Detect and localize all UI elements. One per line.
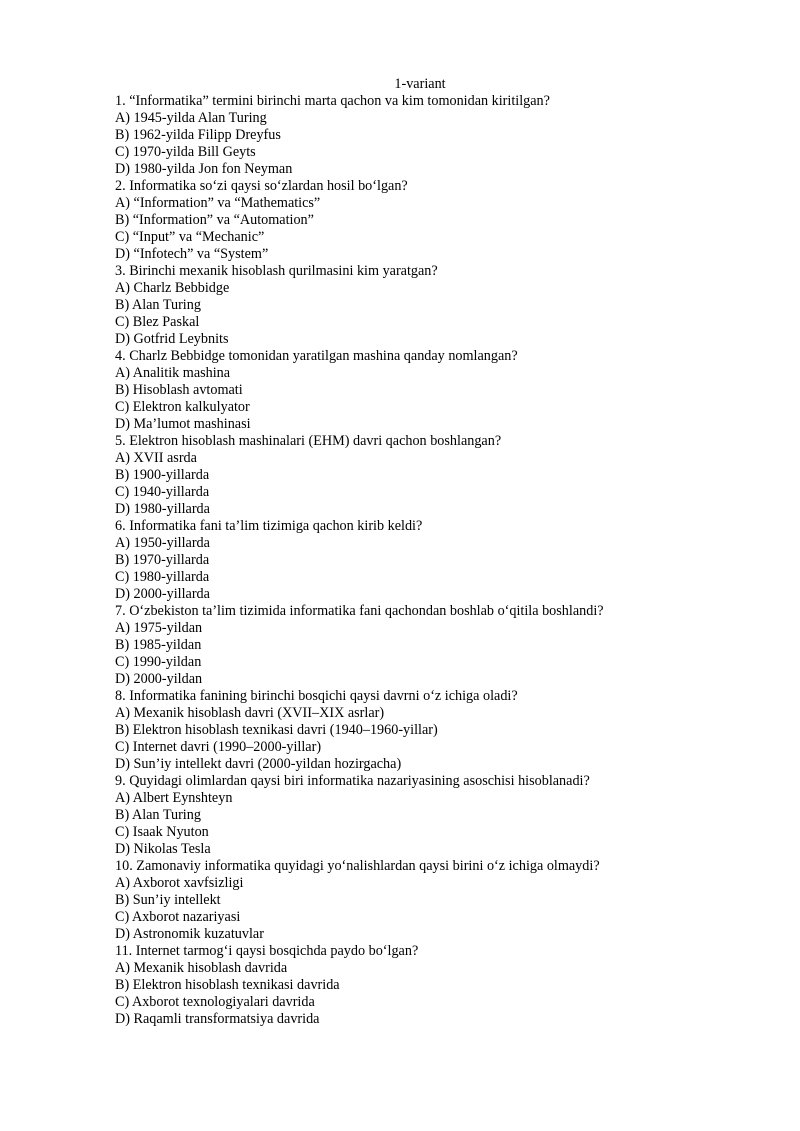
answer-option: B) Sun’iy intellekt [115,892,221,908]
answer-option: B) Alan Turing [115,807,201,823]
answer-option: B) “Information” va “Automation” [115,212,314,228]
question-block [115,263,725,348]
question-block [115,943,725,1028]
question-block [115,518,725,603]
answer-option: D) 1980-yilda Jon fon Neyman [115,161,293,177]
answer-option: A) 1975-yildan [115,620,203,636]
answer-option: A) “Information” va “Mathematics” [115,195,321,211]
answer-option: A) 1950-yillarda [115,535,210,551]
answer-option: D) Sun’iy intellekt davri (2000-yildan hozirgacha) [115,756,402,772]
answer-option: D) Nikolas Tesla [115,841,211,857]
answer-option: C) Elektron kalkulyator [115,399,250,415]
question-text: 5. Elektron hisoblash mashinalari (EHM) davri qachon boshlangan? [115,433,502,449]
answer-option: B) 1900-yillarda [115,467,210,483]
question-block [115,603,725,688]
answer-option: C) Blez Paskal [115,314,200,330]
answer-option: A) Analitik mashina [115,365,231,381]
question-block [115,348,725,433]
answer-option: D) Gotfrid Leybnits [115,331,229,347]
answer-option: C) “Input” va “Mechanic” [115,229,265,245]
answer-option: A) Albert Eynshteyn [115,790,233,806]
variant-title: 1-variant [394,76,446,92]
answer-option: B) Alan Turing [115,297,201,313]
question-text: 7. O‘zbekiston ta’lim tizimida informatika fani qachondan boshlab o‘qitila boshlandi? [115,603,604,619]
answer-option: D) Ma’lumot mashinasi [115,416,251,432]
question-text: 2. Informatika so‘zi qaysi so‘zlardan hosil bo‘lgan? [115,178,408,194]
answer-option: A) Mexanik hisoblash davri (XVII–XIX asrlar) [115,705,385,721]
answer-option: D) 2000-yildan [115,671,203,687]
question-list [115,93,725,1028]
answer-option: D) “Infotech” va “System” [115,246,269,262]
question-text: 3. Birinchi mexanik hisoblash qurilmasini kim yaratgan? [115,263,438,279]
answer-option: B) Hisoblash avtomati [115,382,243,398]
answer-option: C) 1980-yillarda [115,569,210,585]
question-text: 9. Quyidagi olimlardan qaysi biri informatika nazariyasining asoschisi hisoblanadi? [115,773,590,789]
answer-option: C) 1940-yillarda [115,484,210,500]
answer-option: B) 1985-yildan [115,637,202,653]
answer-option: D) Raqamli transformatsiya davrida [115,1011,320,1027]
answer-option: D) 2000-yillarda [115,586,210,602]
document-page [115,76,725,1028]
question-block [115,178,725,263]
answer-option: D) 1980-yillarda [115,501,210,517]
answer-option: C) Axborot nazariyasi [115,909,241,925]
question-text: 4. Charlz Bebbidge tomonidan yaratilgan mashina qanday nomlangan? [115,348,518,364]
answer-option: C) Axborot texnologiyalari davrida [115,994,315,1010]
answer-option: A) Charlz Bebbidge [115,280,230,296]
answer-option: A) Mexanik hisoblash davrida [115,960,288,976]
answer-option: C) 1970-yilda Bill Geyts [115,144,256,160]
question-block [115,688,725,773]
answer-option: C) Internet davri (1990–2000-yillar) [115,739,322,755]
question-text: 11. Internet tarmog‘i qaysi bosqichda paydo bo‘lgan? [115,943,419,959]
answer-option: B) 1970-yillarda [115,552,210,568]
answer-option: B) 1962-yilda Filipp Dreyfus [115,127,281,143]
answer-option: C) 1990-yildan [115,654,202,670]
answer-option: A) Axborot xavfsizligi [115,875,244,891]
answer-option: B) Elektron hisoblash texnikasi davrida [115,977,340,993]
question-block [115,773,725,858]
answer-option: A) 1945-yilda Alan Turing [115,110,267,126]
answer-option: C) Isaak Nyuton [115,824,209,840]
question-text: 6. Informatika fani ta’lim tizimiga qachon kirib keldi? [115,518,423,534]
question-block [115,93,725,178]
question-block [115,858,725,943]
answer-option: A) XVII asrda [115,450,197,466]
question-text: 1. “Informatika” termini birinchi marta qachon va kim tomonidan kiritilgan? [115,93,550,109]
question-text: 10. Zamonaviy informatika quyidagi yo‘nalishlardan qaysi birini o‘z ichiga olmaydi? [115,858,600,874]
answer-option: D) Astronomik kuzatuvlar [115,926,264,942]
question-text: 8. Informatika fanining birinchi bosqichi qaysi davrni o‘z ichiga oladi? [115,688,518,704]
question-block [115,433,725,518]
answer-option: B) Elektron hisoblash texnikasi davri (1940–1960-yillar) [115,722,438,738]
